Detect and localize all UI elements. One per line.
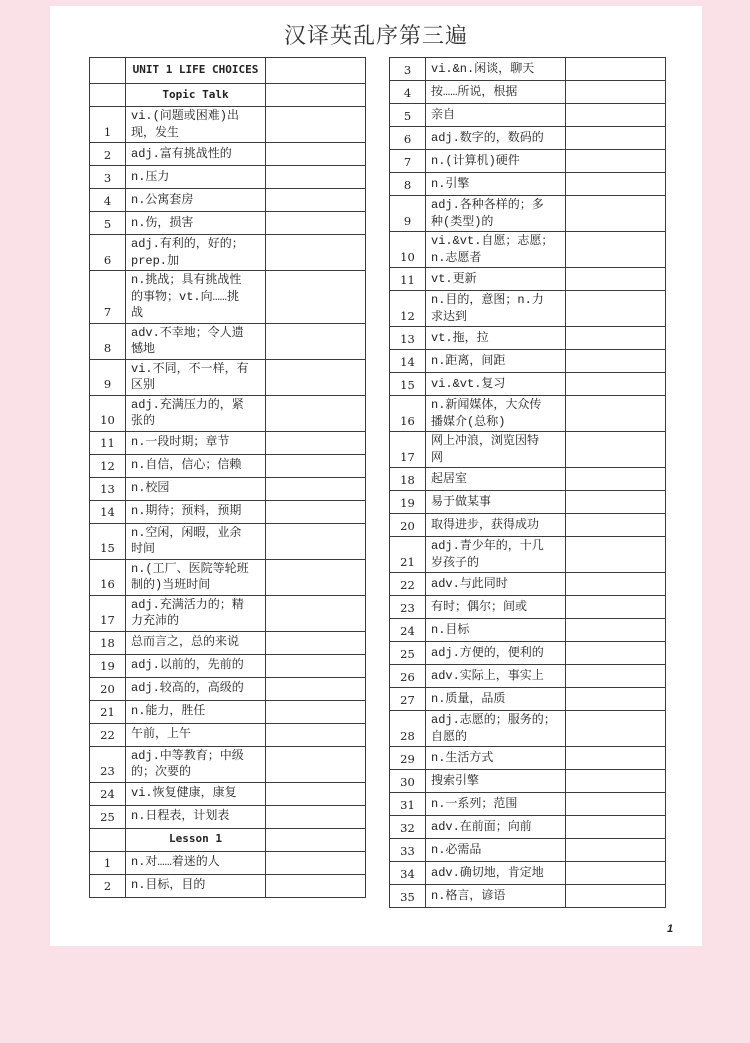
answer-blank (566, 793, 666, 816)
table-row (390, 396, 666, 432)
table-row (390, 665, 666, 688)
item-number: 24 (390, 619, 426, 642)
answer-blank (266, 143, 366, 166)
item-meaning: n.引擎 (426, 173, 566, 196)
item-meaning: adv.确切地，肯定地 (426, 862, 566, 885)
item-number: 15 (90, 523, 126, 559)
table-row (390, 432, 666, 468)
table-row (390, 291, 666, 327)
item-meaning: n.自信，信心；信赖 (126, 454, 266, 477)
table-row (390, 268, 666, 291)
item-number: 6 (390, 127, 426, 150)
item-meaning: n.校园 (126, 477, 266, 500)
answer-blank (566, 104, 666, 127)
table-row (90, 166, 366, 189)
table-row (90, 189, 366, 212)
item-meaning: n.质量，品质 (426, 688, 566, 711)
item-meaning: 网上冲浪，浏览因特 网 (426, 432, 566, 468)
item-number: 20 (90, 677, 126, 700)
item-number: 12 (90, 454, 126, 477)
answer-blank (266, 359, 366, 395)
item-number: 1 (90, 107, 126, 143)
item-meaning: vi.不同，不一样，有 区别 (126, 359, 266, 395)
table-row (390, 711, 666, 747)
answer-blank (566, 491, 666, 514)
vocab-table-right (389, 57, 666, 908)
item-meaning: n.对……着迷的人 (126, 851, 266, 874)
answer-blank (566, 373, 666, 396)
item-meaning: 亲自 (426, 104, 566, 127)
item-number: 20 (390, 514, 426, 537)
answer-blank (266, 559, 366, 595)
section-heading-row (90, 828, 366, 851)
answer-blank (566, 642, 666, 665)
table-row (390, 81, 666, 104)
blank-cell (90, 84, 126, 107)
answer-blank (566, 81, 666, 104)
answer-blank (266, 654, 366, 677)
table-row (90, 723, 366, 746)
item-number: 19 (90, 654, 126, 677)
table-row (90, 851, 366, 874)
item-number: 32 (390, 816, 426, 839)
item-number: 7 (90, 271, 126, 324)
item-meaning: n.生活方式 (426, 747, 566, 770)
item-number: 25 (90, 805, 126, 828)
item-number: 16 (390, 396, 426, 432)
item-number: 19 (390, 491, 426, 514)
item-number: 2 (90, 143, 126, 166)
item-number: 21 (90, 700, 126, 723)
item-meaning: 午前，上午 (126, 723, 266, 746)
item-meaning: adj.有利的，好的； prep.加 (126, 235, 266, 271)
item-meaning: adj.数字的，数码的 (426, 127, 566, 150)
item-meaning: adj.方便的，便利的 (426, 642, 566, 665)
item-number: 8 (390, 173, 426, 196)
item-number: 5 (390, 104, 426, 127)
item-meaning: n.目标，目的 (126, 874, 266, 897)
answer-blank (266, 107, 366, 143)
item-meaning: n.目标 (426, 619, 566, 642)
item-meaning: vt.更新 (426, 268, 566, 291)
section-heading: Topic Talk (126, 84, 266, 107)
table-row (90, 654, 366, 677)
table-row (390, 619, 666, 642)
item-meaning: n.距离，间距 (426, 350, 566, 373)
item-number: 14 (390, 350, 426, 373)
item-number: 14 (90, 500, 126, 523)
item-number: 12 (390, 291, 426, 327)
item-meaning: n.伤，损害 (126, 212, 266, 235)
table-row (90, 874, 366, 897)
item-meaning: adj.充满活力的；精 力充沛的 (126, 595, 266, 631)
page-number: 1 (667, 923, 674, 935)
table-row (90, 107, 366, 143)
table-row (390, 491, 666, 514)
answer-blank (266, 395, 366, 431)
item-number: 9 (390, 196, 426, 232)
item-number: 18 (390, 468, 426, 491)
item-number: 28 (390, 711, 426, 747)
answer-blank (566, 688, 666, 711)
item-number: 26 (390, 665, 426, 688)
item-meaning: n.必需品 (426, 839, 566, 862)
answer-blank (566, 327, 666, 350)
answer-blank (566, 711, 666, 747)
item-number: 30 (390, 770, 426, 793)
item-number: 1 (90, 851, 126, 874)
item-meaning: n.空闲，闲暇，业余 时间 (126, 523, 266, 559)
item-number: 25 (390, 642, 426, 665)
item-meaning: vi.&vt.复习 (426, 373, 566, 396)
item-number: 3 (90, 166, 126, 189)
item-meaning: adj.富有挑战性的 (126, 143, 266, 166)
table-row (390, 127, 666, 150)
item-number: 23 (90, 746, 126, 782)
answer-blank (266, 58, 366, 84)
item-number: 29 (390, 747, 426, 770)
item-meaning: vi.&vt.自愿；志愿； n.志愿者 (426, 232, 566, 268)
answer-blank (266, 454, 366, 477)
item-number: 22 (90, 723, 126, 746)
table-row (390, 862, 666, 885)
item-meaning: adv.在前面；向前 (426, 816, 566, 839)
table-row (90, 477, 366, 500)
item-meaning: adj.较高的，高级的 (126, 677, 266, 700)
table-row (390, 793, 666, 816)
answer-blank (266, 477, 366, 500)
table-row (90, 212, 366, 235)
item-meaning: n.挑战；具有挑战性 的事物；vt.向……挑 战 (126, 271, 266, 324)
answer-blank (266, 189, 366, 212)
table-row (90, 523, 366, 559)
answer-blank (566, 596, 666, 619)
item-meaning: vi.恢复健康，康复 (126, 782, 266, 805)
item-meaning: n.(工厂、医院等轮班 制的)当班时间 (126, 559, 266, 595)
table-row (390, 839, 666, 862)
table-row (390, 373, 666, 396)
table-row (90, 323, 366, 359)
item-meaning: 总而言之，总的来说 (126, 631, 266, 654)
item-number: 18 (90, 631, 126, 654)
item-meaning: adj.志愿的；服务的； 自愿的 (426, 711, 566, 747)
item-meaning: 搜索引擎 (426, 770, 566, 793)
vocab-table-right-body (390, 58, 666, 908)
answer-blank (566, 268, 666, 291)
item-number: 3 (390, 58, 426, 81)
item-number: 33 (390, 839, 426, 862)
blank-cell (90, 58, 126, 84)
table-row (90, 359, 366, 395)
answer-blank (566, 665, 666, 688)
table-row (390, 642, 666, 665)
answer-blank (266, 271, 366, 324)
answer-blank (566, 885, 666, 908)
answer-blank (266, 323, 366, 359)
item-meaning: adj.充满压力的，紧 张的 (126, 395, 266, 431)
item-meaning: n.一系列；范围 (426, 793, 566, 816)
table-row (90, 395, 366, 431)
answer-blank (266, 677, 366, 700)
table-row (390, 58, 666, 81)
answer-blank (566, 619, 666, 642)
answer-blank (266, 851, 366, 874)
answer-blank (566, 537, 666, 573)
table-row (390, 770, 666, 793)
item-number: 2 (90, 874, 126, 897)
item-meaning: n.目的，意图；n.力 求达到 (426, 291, 566, 327)
answer-blank (266, 212, 366, 235)
answer-blank (566, 816, 666, 839)
item-number: 17 (390, 432, 426, 468)
answer-blank (266, 700, 366, 723)
answer-blank (266, 500, 366, 523)
item-number: 16 (90, 559, 126, 595)
answer-blank (566, 173, 666, 196)
table-row (90, 559, 366, 595)
item-meaning: adj.各种各样的；多 种(类型)的 (426, 196, 566, 232)
item-meaning: adv.不幸地；令人遗 憾地 (126, 323, 266, 359)
answer-blank (566, 747, 666, 770)
answer-blank (566, 127, 666, 150)
item-meaning: n.压力 (126, 166, 266, 189)
table-row (390, 537, 666, 573)
item-number: 13 (90, 477, 126, 500)
table-row (390, 573, 666, 596)
item-number: 15 (390, 373, 426, 396)
table-row (90, 595, 366, 631)
item-number: 11 (90, 431, 126, 454)
table-row (390, 514, 666, 537)
section-heading-row (90, 84, 366, 107)
section-heading: Lesson 1 (126, 828, 266, 851)
item-number: 34 (390, 862, 426, 885)
item-meaning: adv.实际上，事实上 (426, 665, 566, 688)
answer-blank (566, 58, 666, 81)
item-meaning: n.一段时期；章节 (126, 431, 266, 454)
item-meaning: vt.拖，拉 (426, 327, 566, 350)
table-row (390, 327, 666, 350)
item-meaning: adv.与此同时 (426, 573, 566, 596)
item-number: 6 (90, 235, 126, 271)
answer-blank (566, 514, 666, 537)
table-row (90, 746, 366, 782)
table-row (390, 196, 666, 232)
table-row (90, 500, 366, 523)
table-row (90, 700, 366, 723)
answer-blank (566, 839, 666, 862)
worksheet-page (50, 6, 702, 946)
table-row (390, 173, 666, 196)
answer-blank (266, 782, 366, 805)
item-number: 23 (390, 596, 426, 619)
item-number: 9 (90, 359, 126, 395)
item-meaning: n.日程表，计划表 (126, 805, 266, 828)
item-number: 4 (90, 189, 126, 212)
item-number: 8 (90, 323, 126, 359)
table-row (90, 431, 366, 454)
item-meaning: adj.中等教育；中级 的；次要的 (126, 746, 266, 782)
item-number: 4 (390, 81, 426, 104)
table-row (390, 104, 666, 127)
item-meaning: adj.以前的，先前的 (126, 654, 266, 677)
page-title: 汉译英乱序第三遍 (283, 24, 468, 49)
item-meaning: adj.青少年的，十几 岁孩子的 (426, 537, 566, 573)
item-number: 17 (90, 595, 126, 631)
table-row (90, 143, 366, 166)
answer-blank (266, 805, 366, 828)
item-number: 13 (390, 327, 426, 350)
answer-blank (266, 166, 366, 189)
item-number: 7 (390, 150, 426, 173)
item-meaning: 按……所说，根据 (426, 81, 566, 104)
table-row (390, 350, 666, 373)
item-meaning: 起居室 (426, 468, 566, 491)
answer-blank (566, 396, 666, 432)
answer-blank (266, 828, 366, 851)
item-meaning: n.公寓套房 (126, 189, 266, 212)
table-row (390, 816, 666, 839)
answer-blank (266, 723, 366, 746)
table-row (90, 454, 366, 477)
answer-blank (566, 862, 666, 885)
answer-blank (266, 431, 366, 454)
item-number: 5 (90, 212, 126, 235)
table-row (90, 271, 366, 324)
item-number: 11 (390, 268, 426, 291)
table-row (390, 596, 666, 619)
table-row (90, 677, 366, 700)
vocab-table-left (89, 57, 366, 898)
table-row (390, 232, 666, 268)
table-row (90, 235, 366, 271)
item-meaning: n.能力，胜任 (126, 700, 266, 723)
answer-blank (266, 595, 366, 631)
table-row (390, 688, 666, 711)
item-meaning: vi.(问题或困难)出 现，发生 (126, 107, 266, 143)
table-row (90, 782, 366, 805)
table-row (390, 468, 666, 491)
item-number: 22 (390, 573, 426, 596)
item-meaning: vi.&n.闲谈，聊天 (426, 58, 566, 81)
answer-blank (266, 631, 366, 654)
table-row (390, 150, 666, 173)
unit-heading-row (90, 58, 366, 84)
answer-blank (566, 350, 666, 373)
item-number: 35 (390, 885, 426, 908)
answer-blank (266, 84, 366, 107)
answer-blank (566, 291, 666, 327)
item-number: 10 (390, 232, 426, 268)
answer-blank (266, 874, 366, 897)
blank-cell (90, 828, 126, 851)
item-number: 24 (90, 782, 126, 805)
answer-blank (566, 432, 666, 468)
answer-blank (566, 232, 666, 268)
table-row (90, 805, 366, 828)
item-meaning: n.(计算机)硬件 (426, 150, 566, 173)
item-number: 31 (390, 793, 426, 816)
item-meaning: n.格言，谚语 (426, 885, 566, 908)
item-meaning: 易于做某事 (426, 491, 566, 514)
item-number: 10 (90, 395, 126, 431)
answer-blank (566, 770, 666, 793)
item-number: 27 (390, 688, 426, 711)
item-number: 21 (390, 537, 426, 573)
answer-blank (566, 196, 666, 232)
table-row (390, 885, 666, 908)
vocab-table-left-body (90, 58, 366, 898)
answer-blank (266, 235, 366, 271)
answer-blank (266, 746, 366, 782)
item-meaning: n.期待；预料，预期 (126, 500, 266, 523)
item-meaning: 取得进步，获得成功 (426, 514, 566, 537)
table-row (390, 747, 666, 770)
answer-blank (566, 150, 666, 173)
item-meaning: 有时；偶尔；间或 (426, 596, 566, 619)
answer-blank (566, 573, 666, 596)
table-row (90, 631, 366, 654)
item-meaning: n.新闻媒体，大众传 播媒介(总称) (426, 396, 566, 432)
answer-blank (566, 468, 666, 491)
answer-blank (266, 523, 366, 559)
unit-heading: UNIT 1 LIFE CHOICES (126, 58, 266, 84)
